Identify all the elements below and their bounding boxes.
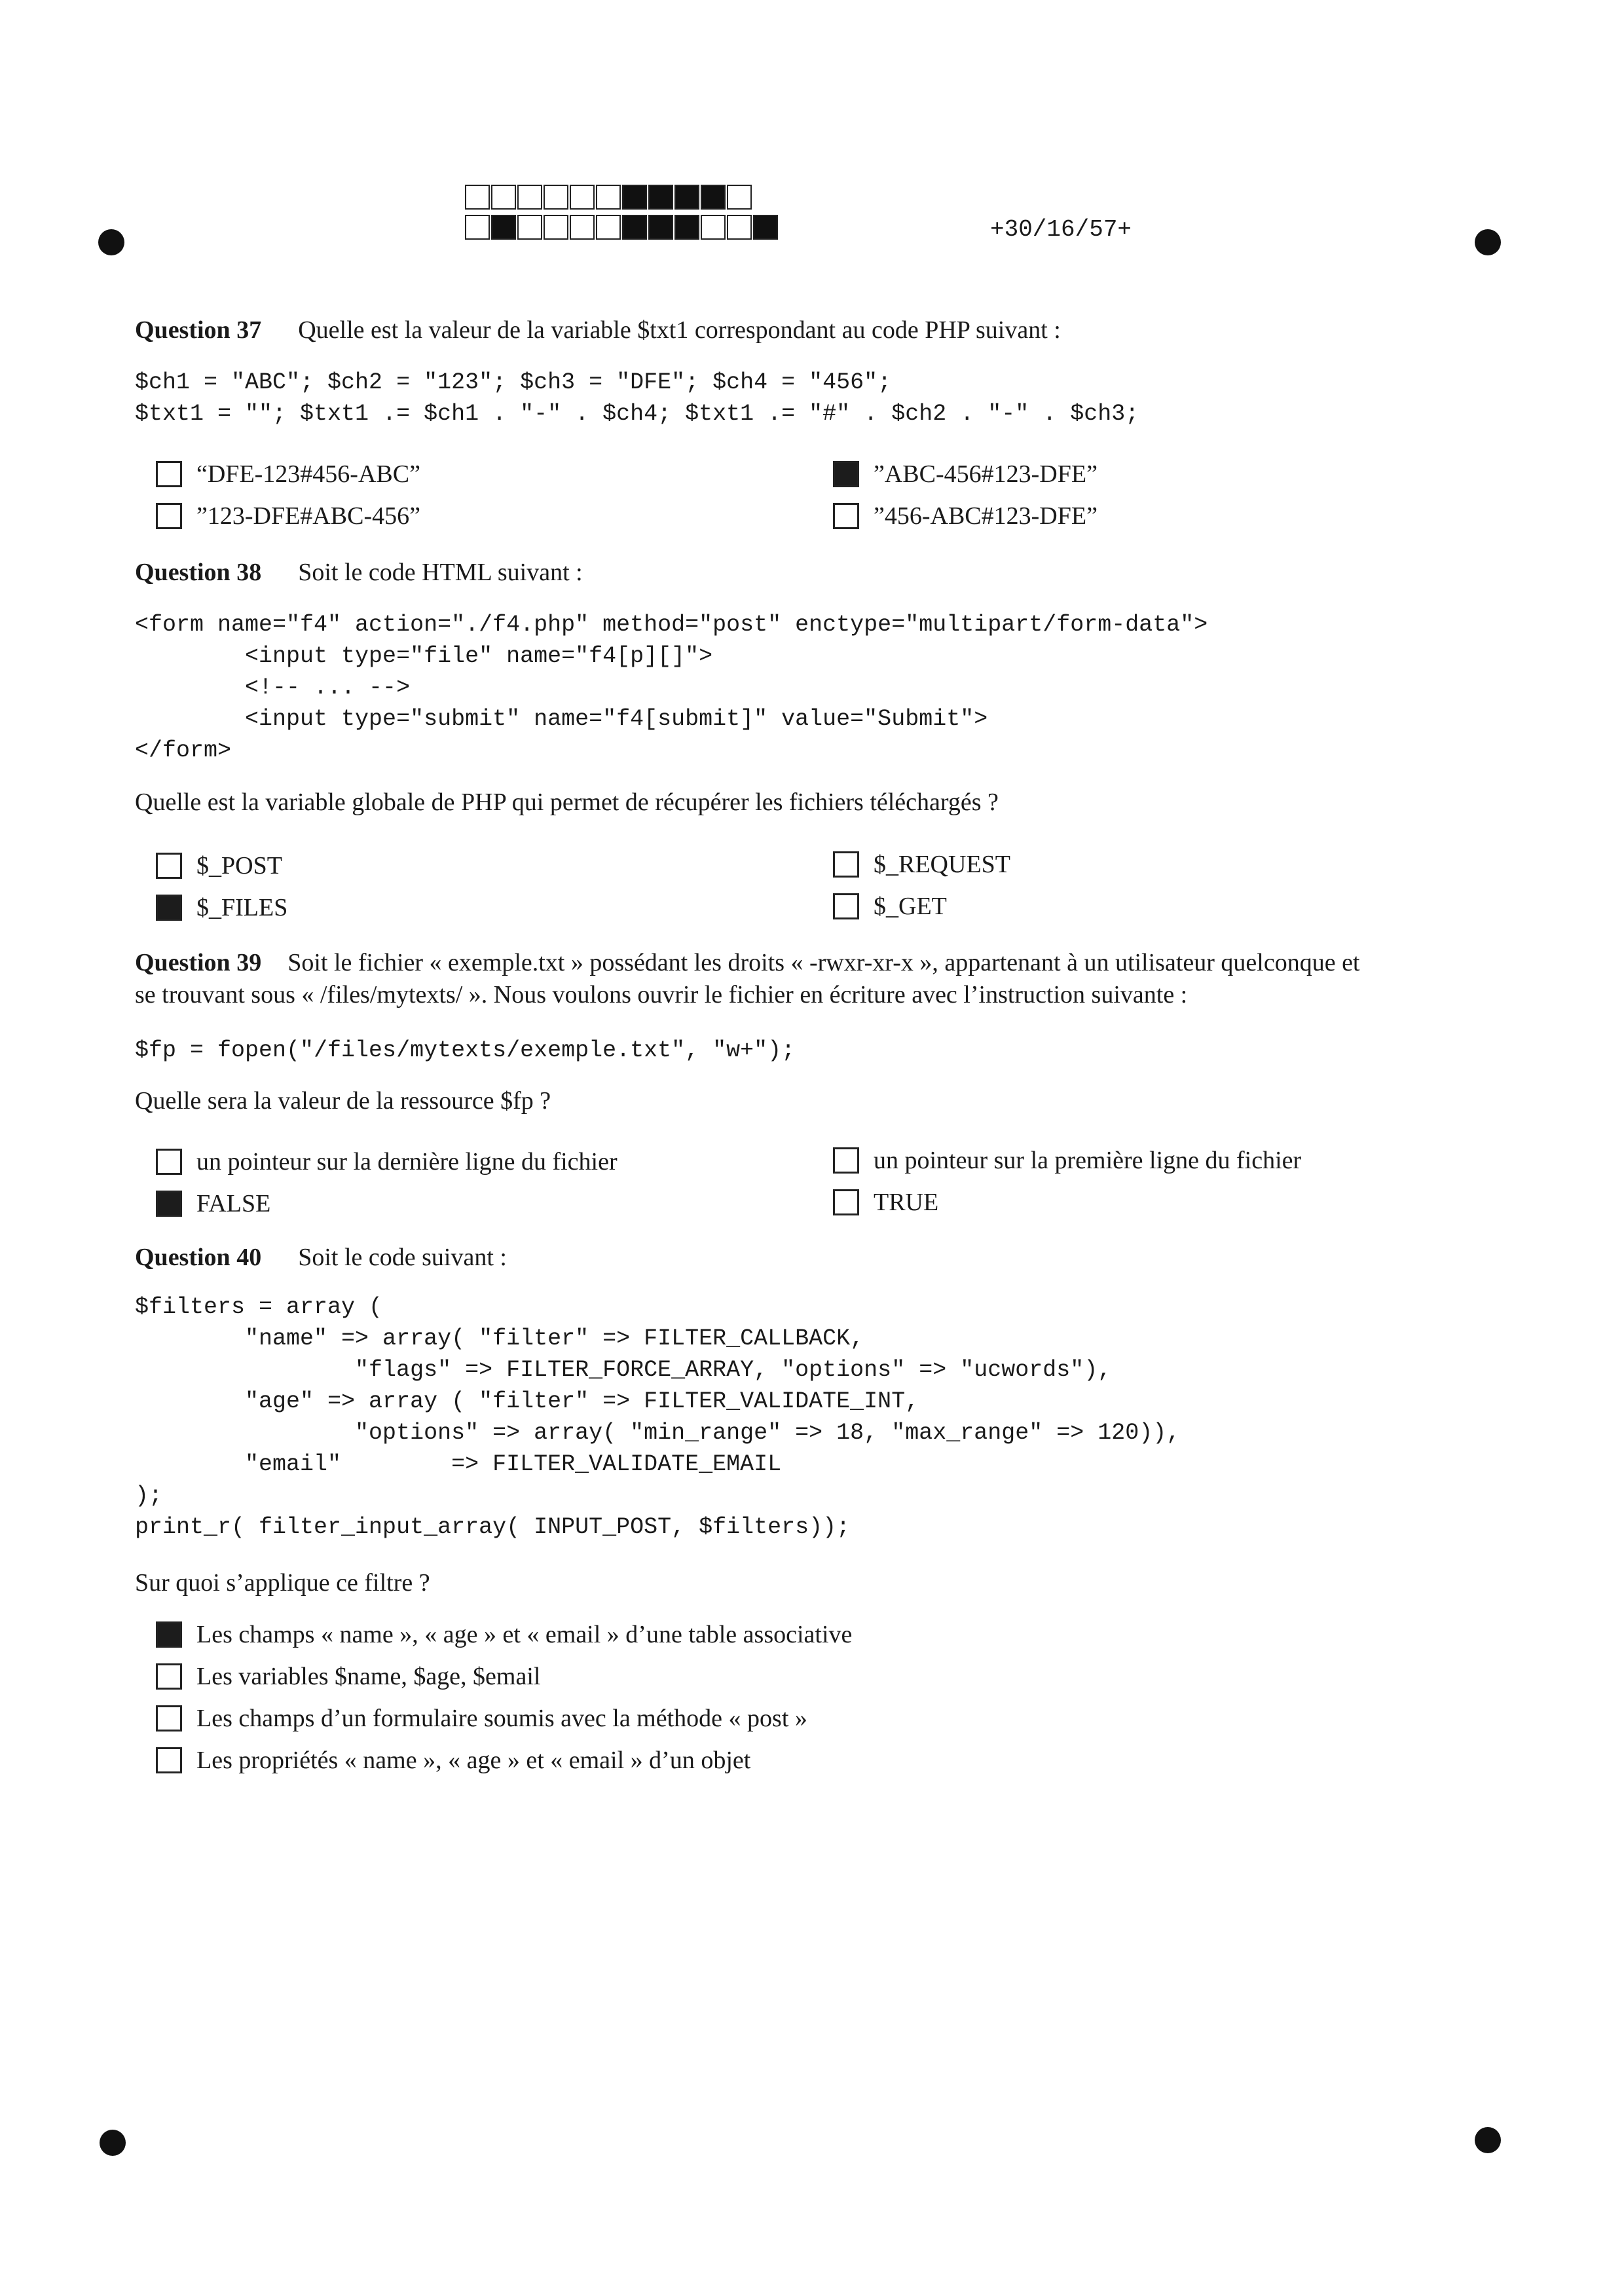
option-label: $_REQUEST [874, 851, 1010, 878]
checkbox[interactable] [833, 1147, 859, 1174]
barcode-cell [701, 215, 726, 240]
barcode-cell [596, 215, 621, 240]
question-37-text: Quelle est la valeur de la variable $txt1 correspondant au code PHP suivant : [298, 316, 1061, 344]
barcode-cell [465, 215, 490, 240]
page-id: +30/16/57+ [990, 216, 1132, 243]
question-39-text-line-2: se trouvant sous « /files/mytexts/ ». Nous voulons ouvrir le fichier en écriture avec l’instruction suivante : [135, 981, 1188, 1009]
option-label: “DFE-123#456-ABC” [196, 460, 420, 488]
q37-option-3[interactable] [156, 502, 420, 530]
question-37-label: Question 37 [135, 316, 262, 344]
option-label: Les variables $name, $age, $email [196, 1663, 541, 1690]
question-37-code: $ch1 = "ABC"; $ch2 = "123"; $ch3 = "DFE"; $ch4 = "456"; $txt1 = ""; $txt1 .= $ch1 . "-" . $ch4; $txt1 .= "#" . $ch2 . "-" . $ch3; [135, 369, 1139, 427]
q39-option-2[interactable] [833, 1146, 1301, 1175]
q39-option-3[interactable] [156, 1189, 270, 1218]
option-label: un pointeur sur la dernière ligne du fichier [196, 1148, 618, 1176]
barcode-cell [753, 215, 778, 240]
q37-option-2[interactable] [833, 460, 1098, 489]
q37-option-1[interactable] [156, 460, 420, 489]
barcode-cell [622, 215, 647, 240]
option-label: $_GET [874, 893, 947, 920]
option-label: un pointeur sur la première ligne du fichier [874, 1147, 1302, 1174]
question-40-header [135, 1243, 507, 1272]
checkbox[interactable] [156, 1621, 182, 1648]
question-38-text: Soit le code HTML suivant : [298, 559, 583, 586]
registration-mark-bottom-left [100, 2130, 126, 2156]
option-label: TRUE [874, 1189, 939, 1216]
barcode-cell [517, 185, 542, 210]
checkbox[interactable] [156, 1663, 182, 1690]
barcode-cell [544, 185, 568, 210]
barcode-cell [491, 185, 516, 210]
checkbox[interactable] [156, 853, 182, 879]
option-label: $_FILES [196, 894, 288, 921]
option-label: Les champs d’un formulaire soumis avec la méthode « post » [196, 1705, 807, 1732]
barcode-cell [570, 185, 595, 210]
q39-option-1[interactable] [156, 1147, 618, 1176]
q40-option-2[interactable] [156, 1662, 540, 1691]
checkbox[interactable] [833, 461, 859, 487]
question-37-header [135, 316, 1061, 344]
option-label: FALSE [196, 1190, 271, 1217]
option-label: $_POST [196, 852, 282, 880]
q38-option-3[interactable] [156, 893, 287, 922]
question-39-question: Quelle sera la valeur de la ressource $fp ? [135, 1087, 551, 1115]
question-39-header [135, 948, 1360, 977]
question-39-text-line-1: Soit le fichier « exemple.txt » possédant les droits « -rwxr-xr-x », appartenant à un utilisateur quelconque et [287, 949, 1360, 976]
option-label: ”456-ABC#123-DFE” [874, 502, 1098, 530]
question-40-text: Soit le code suivant : [298, 1244, 507, 1271]
checkbox[interactable] [156, 895, 182, 921]
barcode-cell [674, 215, 699, 240]
page-barcode-row-1 [465, 185, 753, 210]
barcode-cell [596, 185, 621, 210]
barcode-cell [491, 215, 516, 240]
registration-mark-top-left [98, 229, 124, 255]
checkbox[interactable] [833, 893, 859, 919]
q40-option-1[interactable] [156, 1620, 852, 1649]
registration-mark-bottom-right [1475, 2127, 1501, 2153]
option-label: ”123-DFE#ABC-456” [196, 502, 420, 530]
page-barcode-row-2 [465, 215, 779, 240]
question-40-label: Question 40 [135, 1244, 262, 1271]
option-label: ”ABC-456#123-DFE” [874, 460, 1098, 488]
barcode-cell [544, 215, 568, 240]
question-39-code: $fp = fopen("/files/mytexts/exemple.txt", "w+"); [135, 1037, 796, 1064]
checkbox[interactable] [156, 1705, 182, 1731]
q40-option-4[interactable] [156, 1746, 750, 1775]
q38-option-2[interactable] [833, 850, 1010, 879]
question-38-question: Quelle est la variable globale de PHP qui permet de récupérer les fichiers téléchargés ? [135, 788, 999, 816]
checkbox[interactable] [833, 851, 859, 878]
registration-mark-top-right [1475, 229, 1501, 255]
question-40-question: Sur quoi s’applique ce filtre ? [135, 1569, 430, 1597]
barcode-cell [727, 185, 752, 210]
barcode-cell [465, 185, 490, 210]
checkbox[interactable] [156, 1747, 182, 1773]
q37-option-4[interactable] [833, 502, 1098, 530]
question-39-label: Question 39 [135, 949, 262, 976]
question-40-code: $filters = array ( "name" => array( "filter" => FILTER_CALLBACK, "flags" => FILTER_FORCE_ARRAY, "options" => "ucwords"), "age" => array ( "filter" => FILTER_VALIDATE_INT, "options" => array( "min_range" => 18, "max_range" => 120)), "email" => FILTER_VALIDATE_EMAIL ); print_r( filter_input_array( INPUT_POST, $filters)); [135, 1294, 1181, 1540]
q38-option-4[interactable] [833, 892, 947, 921]
question-38-code: <form name="f4" action="./f4.php" method="post" enctype="multipart/form-data"> <input type="file" name="f4[p][]"> <!-- ... --> <input type="submit" name="f4[submit]" value="Submit"> </form> [135, 612, 1208, 764]
checkbox[interactable] [833, 503, 859, 529]
q39-option-4[interactable] [833, 1188, 938, 1217]
barcode-cell [701, 185, 726, 210]
checkbox[interactable] [156, 461, 182, 487]
barcode-cell [727, 215, 752, 240]
option-label: Les propriétés « name », « age » et « email » d’un objet [196, 1747, 751, 1774]
checkbox[interactable] [156, 1149, 182, 1175]
checkbox[interactable] [833, 1189, 859, 1215]
barcode-cell [517, 215, 542, 240]
q40-option-3[interactable] [156, 1704, 807, 1733]
barcode-cell [570, 215, 595, 240]
checkbox[interactable] [156, 1191, 182, 1217]
question-38-label: Question 38 [135, 559, 262, 586]
option-label: Les champs « name », « age » et « email » d’une table associative [196, 1621, 853, 1648]
barcode-cell [648, 185, 673, 210]
q38-option-1[interactable] [156, 851, 282, 880]
question-38-header [135, 558, 583, 587]
barcode-cell [622, 185, 647, 210]
barcode-cell [648, 215, 673, 240]
barcode-cell [674, 185, 699, 210]
checkbox[interactable] [156, 503, 182, 529]
